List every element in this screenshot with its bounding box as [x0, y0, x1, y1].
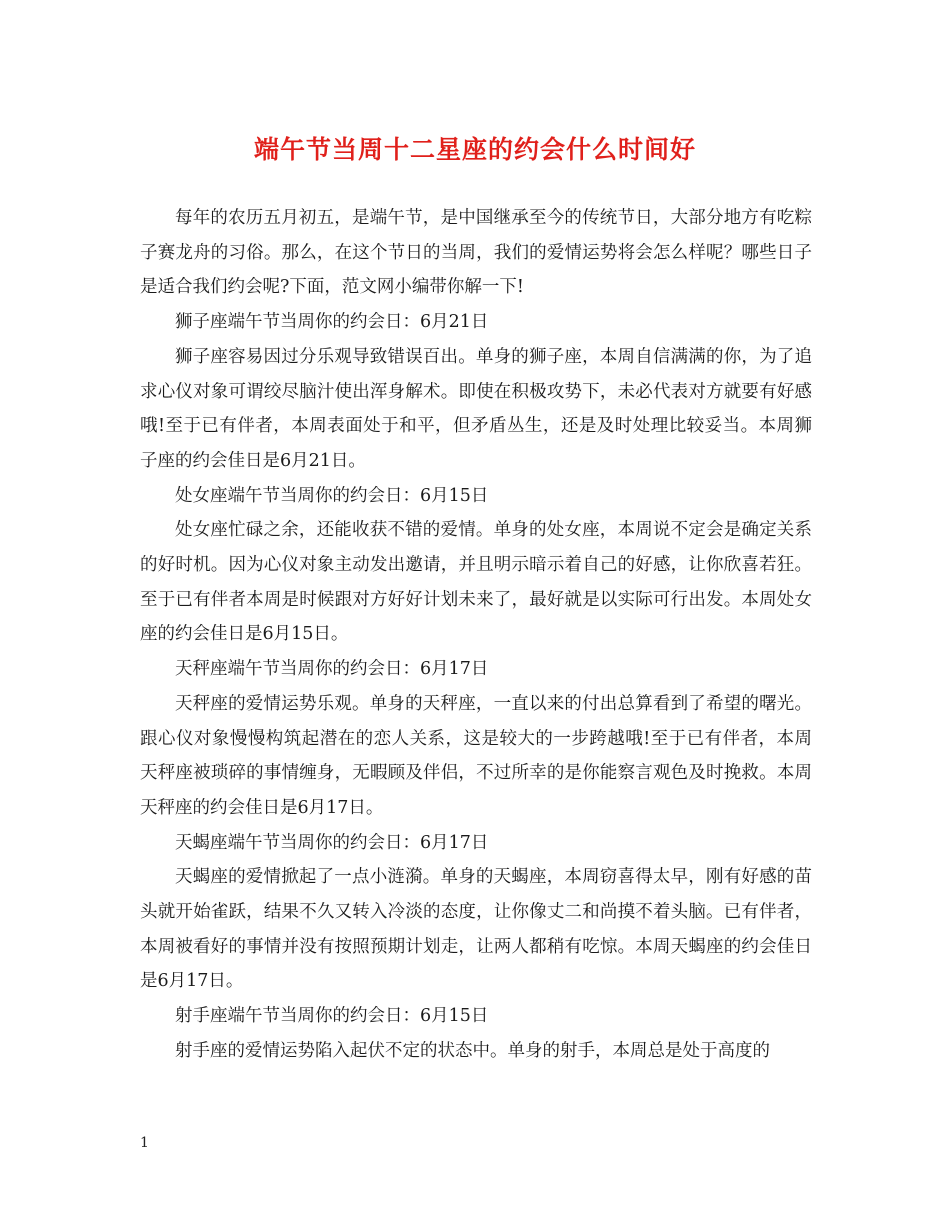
paragraph-sagittarius: 射手座的爱情运势陷入起伏不定的状态中。单身的射手，本周总是处于高度的 [175, 1040, 770, 1061]
paragraph-leo: 狮子座容易因过分乐观导致错误百出。单身的狮子座，本周自信满满的你，为了追求心仪对象可谓绞尽脑汁使出浑身解术。即使在积极攻势下，未必代表对方就要有好感哦!至于已有伴者，本周表面处于和平，但矛盾丛生，还是及时处理比较妥当。本周狮子座的约会佳日是6月21日。 [140, 346, 812, 471]
paragraph-scorpio: 天蝎座的爱情掀起了一点小涟漪。单身的天蝎座，本周窃喜得太早，刚有好感的苗头就开始雀跃，结果不久又转入冷淡的态度，让你像丈二和尚摸不着头脑。已有伴者，本周被看好的事情并没有按照预期计划走，让两人都稍有吃惊。本周天蝎座的约会佳日是6月17日。 [140, 867, 812, 992]
heading-leo-date: 狮子座端午节当周你的约会日：6月21日 [175, 312, 489, 333]
paragraph-libra: 天秤座的爱情运势乐观。单身的天秤座，一直以来的付出总算看到了希望的曙光。跟心仪对象慢慢构筑起潜在的恋人关系，这是较大的一步跨越哦!至于已有伴者，本周天秤座被琐碎的事情缠身，无暇顾及伴侣，不过所幸的是你能察言观色及时挽救。本周天秤座的约会佳日是6月17日。 [140, 693, 812, 818]
document-title: 端午节当周十二星座的约会什么时间好 [253, 135, 696, 164]
page-number: 1 [140, 1135, 149, 1151]
heading-libra-date: 天秤座端午节当周你的约会日：6月17日 [175, 659, 489, 680]
document-body [140, 201, 812, 1069]
paragraph-intro: 每年的农历五月初五，是端午节，是中国继承至今的传统节日，大部分地方有吃粽子赛龙舟的习俗。那么，在这个节日的当周，我们的爱情运势将会怎么样呢？哪些日子是适合我们约会呢?下面，范文网小编带你解一下! [140, 208, 812, 298]
heading-virgo-date: 处女座端午节当周你的约会日：6月15日 [175, 485, 489, 506]
heading-scorpio-date: 天蝎座端午节当周你的约会日：6月17日 [175, 832, 489, 853]
paragraph-virgo: 处女座忙碌之余，还能收获不错的爱情。单身的处女座，本周说不定会是确定关系的好时机。因为心仪对象主动发出邀请，并且明示暗示着自己的好感，让你欣喜若狂。至于已有伴者本周是时候跟对方好好计划未来了，最好就是以实际可行出发。本周处女座的约会佳日是6月15日。 [140, 520, 812, 645]
heading-sagittarius-date: 射手座端午节当周你的约会日：6月15日 [175, 1006, 489, 1027]
